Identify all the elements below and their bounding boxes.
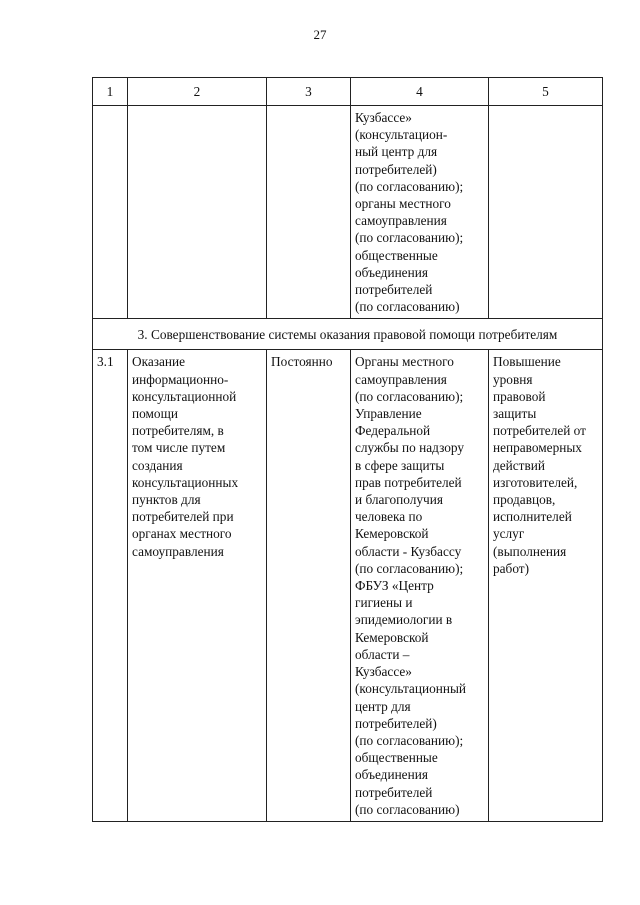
header-col-4: 4 [351, 78, 489, 106]
row-number: 3.1 [93, 350, 128, 821]
measures-table [92, 77, 603, 822]
continuation-cell-result [489, 106, 603, 319]
continuation-cell-executors: Кузбассе» (консультацион- ный центр для потребителей) (по согласованию); органы местного самоуправления (по согласованию); общественные объединения потребителей (по согласованию) [351, 106, 489, 319]
table-header-row [93, 78, 603, 106]
table-row [93, 350, 603, 821]
section-title: 3. Совершенствование системы оказания правовой помощи потребителям [93, 319, 603, 350]
header-col-1: 1 [93, 78, 128, 106]
row-term: Постоянно [267, 350, 351, 821]
header-col-3: 3 [267, 78, 351, 106]
header-col-2: 2 [128, 78, 267, 106]
row-measure: Оказание информационно- консультационной помощи потребителям, в том числе путем создания консультационных пунктов для потребителей при органах местного самоуправления [128, 350, 267, 821]
continuation-cell-term [267, 106, 351, 319]
page-number: 27 [313, 27, 327, 42]
continuation-cell-measure [128, 106, 267, 319]
row-executors: Органы местного самоуправления (по согласованию); Управление Федеральной службы по надзору в сфере защиты прав потребителей и благополучия человека по Кемеровской области - Кузбассу (по согласованию); ФБУЗ «Центр гигиены и эпидемиологии в Кемеровской области – Кузбассе» (консультационный центр для потребителей) (по согласованию); общественные объединения потребителей (по согласованию) [351, 350, 489, 821]
header-col-5: 5 [489, 78, 603, 106]
continuation-cell-number [93, 106, 128, 319]
section-row [93, 319, 603, 350]
continuation-row [93, 106, 603, 319]
row-result: Повышение уровня правовой защиты потребителей от неправомерных действий изготовителей, продавцов, исполнителей услуг (выполнения работ) [489, 350, 603, 821]
